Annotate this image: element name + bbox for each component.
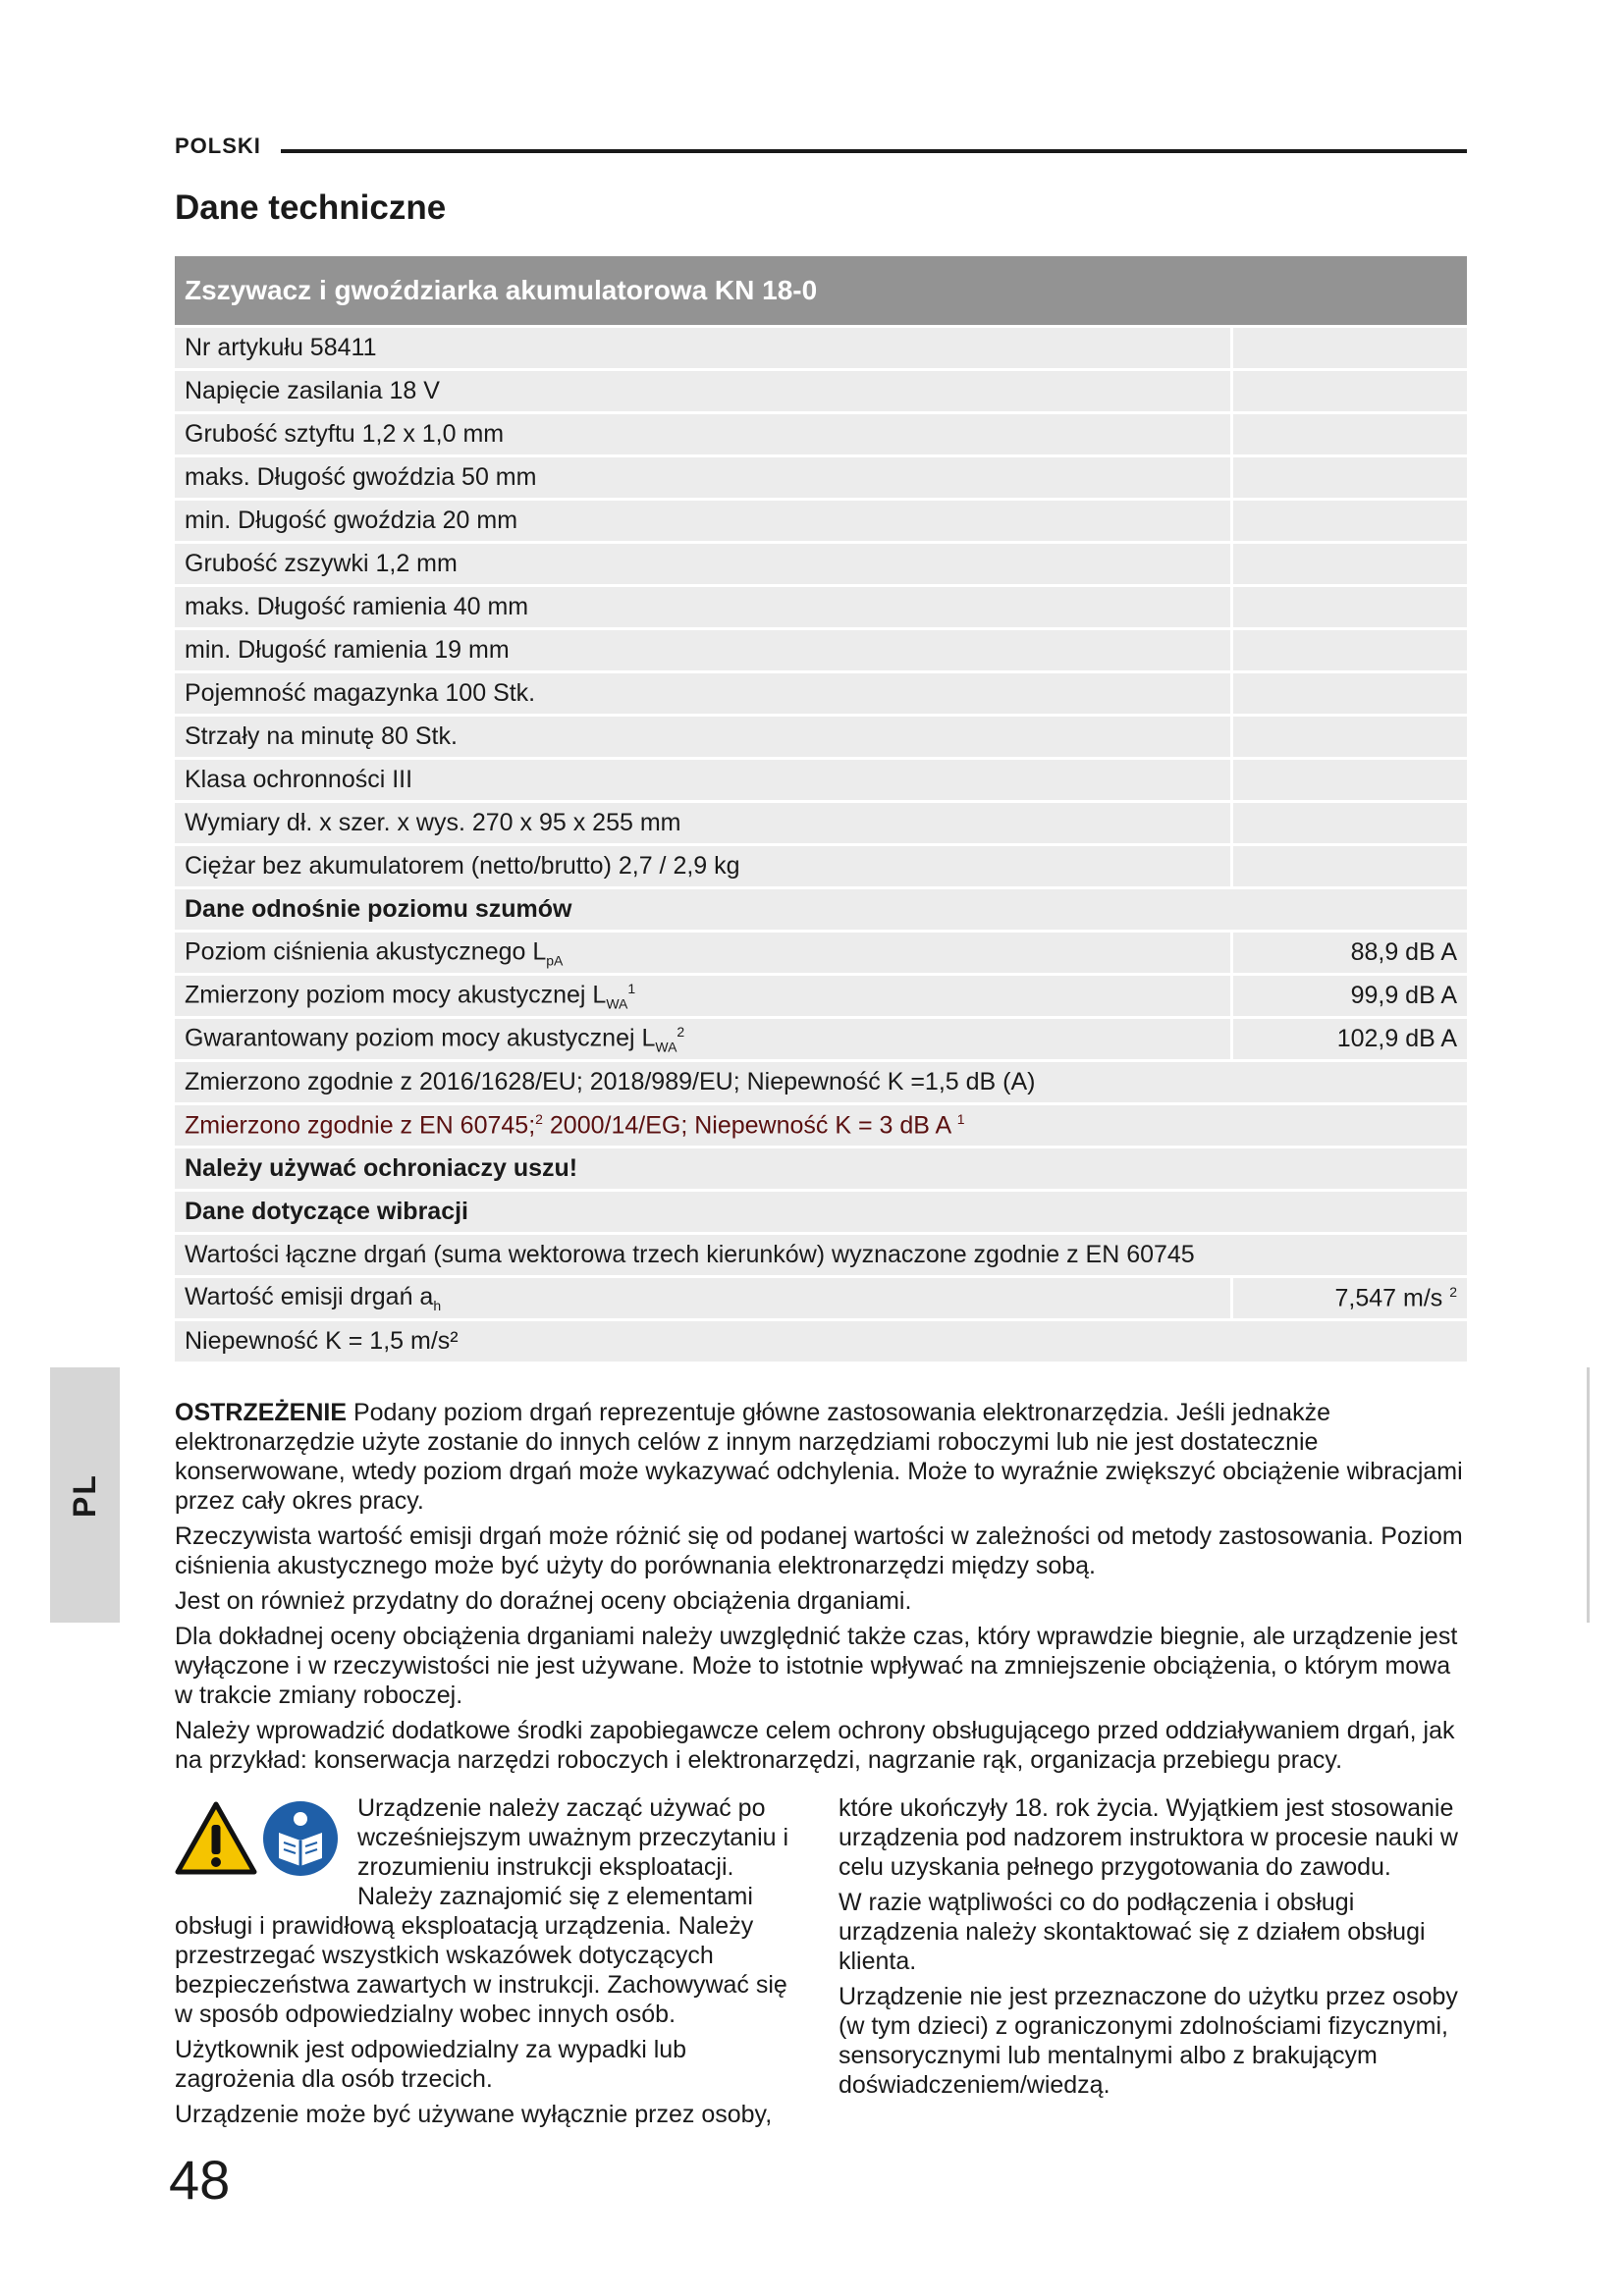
spec-cell: Grubość sztyftu 1,2 x 1,0 mm bbox=[175, 414, 1230, 454]
table-row bbox=[175, 976, 1467, 1016]
header-rule bbox=[281, 149, 1467, 153]
spec-cell: Strzały na minutę 80 Stk. bbox=[175, 717, 1230, 757]
spec-cell: Pojemność magazynka 100 Stk. bbox=[175, 673, 1230, 714]
table-heading: Zszywacz i gwoździarka akumulatorowa KN 18-0 bbox=[175, 256, 1467, 325]
noise-value: 102,9 dB A bbox=[1230, 1019, 1467, 1059]
table-row bbox=[175, 803, 1467, 843]
page-header bbox=[175, 133, 1467, 163]
table-row bbox=[175, 457, 1467, 498]
spec-cell: Klasa ochronności III bbox=[175, 760, 1230, 800]
table-row bbox=[175, 846, 1467, 886]
table-row bbox=[175, 414, 1467, 454]
language-label: POLSKI bbox=[175, 133, 261, 158]
noise-value: 99,9 dB A bbox=[1230, 976, 1467, 1016]
spec-cell: min. Długość gwoździa 20 mm bbox=[175, 501, 1230, 541]
vibration-heading-row bbox=[175, 1192, 1467, 1232]
spec-cell: min. Długość ramienia 19 mm bbox=[175, 630, 1230, 670]
safety-paragraph: Urządzenie należy zacząć używać po wcześniejszym uważnym przeczytaniu i zrozumieniu instrukcji eksploatacji. Należy zaznajomić się z elementami obsługi i prawidłową eksploatacją urządzenia. Należy przestrzegać wszystkich wskazówek dotyczących bezpieczeństwa zawartych w instrukcji. Zachowywać się w sposób odpowiedzialny wobec innych osób. bbox=[175, 1794, 789, 2028]
spec-cell: maks. Długość gwoździa 50 mm bbox=[175, 457, 1230, 498]
noise-label: Poziom ciśnienia akustycznego $L_{pA}$ bbox=[175, 933, 1230, 973]
spec-cell: maks. Długość ramienia 40 mm bbox=[175, 587, 1230, 627]
spec-cell: Nr artykułu 58411 bbox=[175, 328, 1230, 368]
table-row bbox=[175, 371, 1467, 411]
safety-paragraph: Urządzenie nie jest przeznaczone do użytku przez osoby (w tym dzieci) z ograniczonymi zdolnościami fizycznymi, sensorycznymi lub mentalnymi albo z brakującym doświadczeniem/wiedzą. bbox=[839, 1983, 1458, 2099]
vibration-warning bbox=[175, 1398, 1467, 1781]
vibration-value: 7,547 m/s $^2$ bbox=[1230, 1278, 1467, 1318]
language-side-tab bbox=[50, 1367, 120, 1623]
warning-paragraph: Rzeczywista wartość emisji drgań może różnić się od podanej wartości w zależności od metody zastosowania. Poziom ciśnienia akustycznego może być użyty do porównania elektronarzędzi między sobą. bbox=[175, 1522, 1463, 1579]
measured-note-en: Zmierzono zgodnie z EN 60745;$^2$ 2000/14/EG; Niepewność K = 3 dB A $^1$ bbox=[175, 1105, 1467, 1146]
vibration-label: Wartość emisji drgań $a_h$ bbox=[175, 1278, 1230, 1318]
safety-column-right bbox=[839, 1793, 1467, 2106]
spec-cell: Grubość zszywki 1,2 mm bbox=[175, 544, 1230, 584]
table-row bbox=[175, 1019, 1467, 1059]
table-row bbox=[175, 501, 1467, 541]
table-row bbox=[175, 328, 1467, 368]
spec-cell: Napięcie zasilania 18 V bbox=[175, 371, 1230, 411]
safety-paragraph: W razie wątpliwości co do podłączenia i obsługi urządzenia należy skontaktować się z działem obsługi klienta. bbox=[839, 1889, 1426, 1975]
ear-protection-note: Należy używać ochroniaczy uszu! bbox=[175, 1148, 1467, 1189]
table-heading-row bbox=[175, 256, 1467, 325]
noise-label: Gwarantowany poziom mocy akustycznej $L_{WA}^2$ bbox=[175, 1019, 1230, 1059]
noise-label: Zmierzony poziom mocy akustycznej $L_{WA}^1$ bbox=[175, 976, 1230, 1016]
vibration-heading: Dane dotyczące wibracji bbox=[175, 1192, 1467, 1232]
page-title: Dane techniczne bbox=[175, 188, 447, 227]
table-row bbox=[175, 1148, 1467, 1189]
table-row bbox=[175, 933, 1467, 973]
page-number: 48 bbox=[169, 2149, 231, 2211]
table-row bbox=[175, 1321, 1467, 1362]
spec-cell: Wymiary dł. x szer. x wys. 270 x 95 x 255 mm bbox=[175, 803, 1230, 843]
warning-triangle-icon bbox=[175, 1801, 257, 1876]
table-row bbox=[175, 1062, 1467, 1102]
table-row bbox=[175, 1278, 1467, 1318]
side-tab-label: PL bbox=[66, 1472, 102, 1518]
noise-value: 88,9 dB A bbox=[1230, 933, 1467, 973]
safety-paragraph: Użytkownik jest odpowiedzialny za wypadki lub zagrożenia dla osób trzecich. bbox=[175, 2036, 687, 2093]
warning-paragraph: OSTRZEŻENIE Podany poziom drgań reprezentuje główne zastosowania elektronarzędzia. Jeśli jednakże elektronarzędzie użyte zostanie do innych celów z innym narzędziami roboczymi lub nie jest dostatecznie konserwowane, wtedy poziom drgań może wykazywać odchylenia. Może to wyraźnie zwiększyć obciążenie wibracjami przez cały okres pracy. bbox=[175, 1399, 1463, 1515]
table-row bbox=[175, 673, 1467, 714]
table-row bbox=[175, 1235, 1467, 1275]
noise-heading: Dane odnośnie poziomu szumów bbox=[175, 889, 1467, 930]
safety-paragraph: które ukończyły 18. rok życia. Wyjątkiem jest stosowanie urządzenia pod nadzorem instruktora w procesie nauki w celu uzyskania pełnego przygotowania do zawodu. bbox=[839, 1794, 1458, 1881]
table-row bbox=[175, 717, 1467, 757]
edge-marker bbox=[1587, 1367, 1590, 1623]
spec-cell: Ciężar bez akumulatorem (netto/brutto) 2,7 / 2,9 kg bbox=[175, 846, 1230, 886]
table-row bbox=[175, 544, 1467, 584]
uncertainty-note: Niepewność K = 1,5 m/s² bbox=[175, 1321, 1467, 1362]
noise-heading-row bbox=[175, 889, 1467, 930]
warning-paragraph: Jest on również przydatny do doraźnej oceny obciążenia drganiami. bbox=[175, 1587, 912, 1615]
warning-paragraph: Dla dokładnej oceny obciążenia drganiami należy uwzględnić także czas, który wprawdzie biegnie, ale urządzenie jest wyłączone i w rzeczywistości nie jest używane. Może to istotnie wpływać na zmniejszenie obciążenia, o którym mowa w trakcie zmiany roboczej. bbox=[175, 1623, 1458, 1709]
table-row bbox=[175, 587, 1467, 627]
safety-icons bbox=[175, 1799, 344, 1882]
table-row bbox=[175, 1105, 1467, 1146]
warning-paragraph: Należy wprowadzić dodatkowe środki zapobiegawcze celem ochrony obsługującego przed oddziaływaniem drgań, jak na przykład: konserwacja narzędzi roboczych i elektronarzędzi, nagrzanie rąk, organizacja przebiegu pracy. bbox=[175, 1717, 1455, 1774]
table-row bbox=[175, 760, 1467, 800]
measured-note: Zmierzono zgodnie z 2016/1628/EU; 2018/989/EU; Niepewność K =1,5 dB (A) bbox=[175, 1062, 1467, 1102]
warning-lead: OSTRZEŻENIE bbox=[175, 1399, 348, 1426]
table-row bbox=[175, 630, 1467, 670]
safety-paragraph: Urządzenie może być używane wyłącznie przez osoby, bbox=[175, 2101, 773, 2128]
read-manual-icon bbox=[261, 1799, 340, 1878]
vibration-note: Wartości łączne drgań (suma wektorowa trzech kierunków) wyznaczone zgodnie z EN 60745 bbox=[175, 1235, 1467, 1275]
safety-column-left bbox=[175, 1793, 793, 2135]
technical-data-table bbox=[175, 253, 1467, 1364]
